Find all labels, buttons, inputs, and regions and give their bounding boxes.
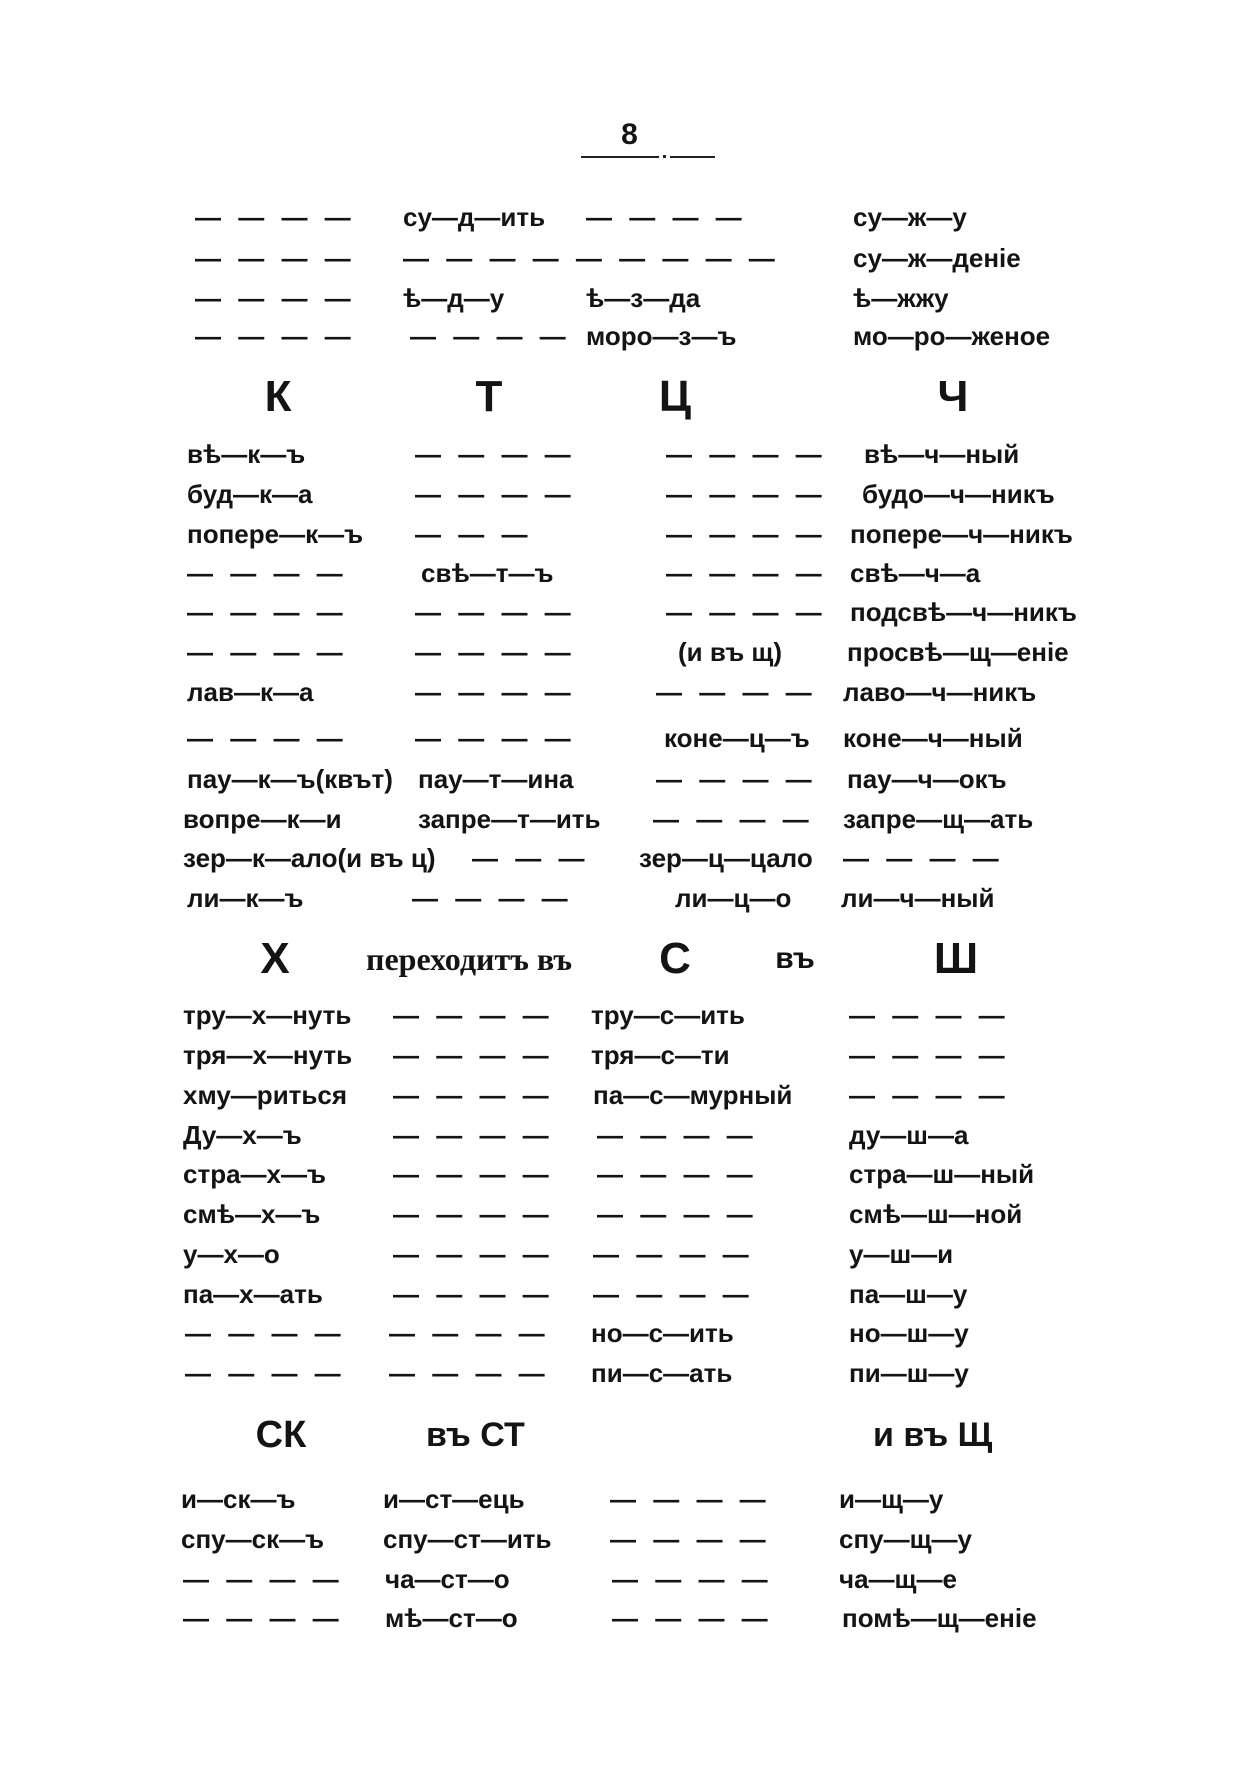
example-word: ду—ш—а — [849, 1120, 969, 1150]
table-row — [0, 1358, 1259, 1388]
table-row — [0, 764, 1259, 794]
example-word: коне—ч—ный — [843, 723, 1023, 753]
blank-placeholder: — — — — — [187, 597, 348, 627]
heading-letter: Ш — [933, 934, 979, 983]
table-row — [0, 1120, 1259, 1150]
blank-placeholder: — — — — — [849, 1040, 1010, 1070]
page-number-rule-dot — [663, 155, 666, 158]
example-word: тря—с—ти — [591, 1040, 730, 1070]
example-word: просвѣ—щ—еніе — [847, 637, 1069, 667]
blank-placeholder: — — — — — [185, 1318, 346, 1348]
example-word: у—х—о — [183, 1239, 280, 1269]
example-word: ѣ—з—да — [586, 283, 701, 313]
example-word: подсвѣ—ч—никъ — [850, 597, 1077, 627]
section-heading — [0, 1411, 1259, 1459]
heading-letter: Ц — [658, 372, 692, 421]
example-word: ли—ц—о — [675, 883, 792, 913]
example-word: пи—ш—у — [849, 1358, 969, 1388]
example-word: спу—щ—у — [839, 1524, 973, 1554]
example-word: но—с—ить — [591, 1318, 734, 1348]
blank-placeholder: — — — — — [666, 439, 827, 469]
blank-placeholder: — — — — — [612, 1564, 773, 1594]
blank-placeholder: — — — — — [187, 558, 348, 588]
example-word: па—х—ать — [183, 1279, 323, 1309]
example-word: свѣ—ч—а — [850, 558, 981, 588]
blank-placeholder: — — — — — [393, 1239, 554, 1269]
blank-placeholder: — — — — — [612, 1603, 773, 1633]
example-word: попере—ч—никъ — [850, 519, 1073, 549]
blank-placeholder: — — — — — [653, 804, 814, 834]
heading-letter: Х — [260, 934, 290, 983]
example-word: ча—ст—о — [385, 1564, 510, 1594]
example-word: ѣ—д—у — [403, 283, 505, 313]
table-row — [0, 1239, 1259, 1269]
example-word: буд—к—а — [187, 479, 313, 509]
blank-placeholder: — — — — — [849, 1000, 1010, 1030]
blank-placeholder: — — — — — [393, 1279, 554, 1309]
example-word: стра—ш—ный — [849, 1159, 1035, 1189]
blank-placeholder: — — — — — [656, 677, 817, 707]
table-row — [0, 597, 1259, 627]
table-row — [0, 1080, 1259, 1110]
blank-placeholder: — — — — — [195, 202, 356, 232]
blank-placeholder: — — — — — [183, 1603, 344, 1633]
example-word: смѣ—ш—ной — [849, 1199, 1023, 1229]
heading-text: въ — [775, 942, 815, 975]
blank-placeholder: — — — — — [393, 1000, 554, 1030]
example-word: лаво—ч—никъ — [843, 677, 1037, 707]
page-number: 8 — [621, 118, 638, 151]
heading-letter: К — [264, 372, 292, 421]
example-word: су—ж—у — [853, 202, 967, 232]
example-word: ѣ—жжу — [853, 283, 949, 313]
table-row — [0, 883, 1259, 913]
heading-text: и въ Щ — [873, 1416, 993, 1454]
example-word: су—ж—деніе — [853, 243, 1021, 273]
table-row — [0, 723, 1259, 753]
example-word: стра—х—ъ — [183, 1159, 326, 1189]
table-row — [0, 1159, 1259, 1189]
table-row — [0, 1603, 1259, 1633]
blank-placeholder: — — — — — [393, 1199, 554, 1229]
blank-placeholder: — — — — — [849, 1080, 1010, 1110]
blank-placeholder: — — — — — [843, 843, 1004, 873]
example-word: свѣ—т—ъ — [421, 558, 554, 588]
table-row — [0, 519, 1259, 549]
table-row — [0, 1524, 1259, 1554]
heading-letter: Ч — [937, 372, 969, 421]
example-word: Ду—х—ъ — [183, 1120, 302, 1150]
table-row — [0, 321, 1259, 351]
blank-placeholder: — — — — [472, 843, 590, 873]
blank-placeholder: — — — — — [610, 1524, 771, 1554]
example-word: помѣ—щ—еніе — [842, 1603, 1037, 1633]
table-row — [0, 1279, 1259, 1309]
example-word: запре—щ—ать — [843, 804, 1034, 834]
example-word: но—ш—у — [849, 1318, 969, 1348]
blank-placeholder: — — — — — [415, 723, 576, 753]
example-word: и—щ—у — [839, 1484, 944, 1514]
table-row — [0, 804, 1259, 834]
blank-placeholder: — — — — — [666, 519, 827, 549]
blank-placeholder: — — — — — [666, 479, 827, 509]
table-row — [0, 637, 1259, 667]
blank-placeholder: — — — — — [183, 1564, 344, 1594]
table-row — [0, 677, 1259, 707]
blank-placeholder: — — — — — [415, 479, 576, 509]
example-word: коне—ц—ъ — [664, 723, 810, 753]
table-row — [0, 202, 1259, 232]
blank-placeholder: — — — — — [393, 1080, 554, 1110]
heading-letter: С — [659, 934, 691, 983]
blank-placeholder: — — — — — [412, 883, 573, 913]
blank-placeholder: — — — — — [393, 1120, 554, 1150]
blank-placeholder: — — — — — [586, 202, 747, 232]
heading-text: въ СТ — [426, 1416, 525, 1454]
heading-letter: СК — [255, 1414, 307, 1456]
blank-placeholder: — — — — — [597, 1120, 758, 1150]
heading-letter: Т — [475, 372, 503, 421]
table-row — [0, 1199, 1259, 1229]
heading-text: переходитъ въ — [366, 941, 572, 977]
blank-placeholder: — — — — — [666, 558, 827, 588]
blank-placeholder: — — — — — [187, 723, 348, 753]
example-word: лав—к—а — [187, 677, 314, 707]
blank-placeholder: — — — — — [597, 1159, 758, 1189]
example-word: мѣ—ст—о — [385, 1603, 518, 1633]
table-row — [0, 558, 1259, 588]
blank-placeholder: — — — — — [195, 283, 356, 313]
section-heading — [0, 373, 1259, 421]
blank-placeholder: — — — — — [195, 321, 356, 351]
blank-placeholder: — — — — — [185, 1358, 346, 1388]
example-word: пау—к—ъ(квът) — [187, 764, 393, 794]
example-word: спу—ст—ить — [383, 1524, 552, 1554]
example-word: зер—ц—цало — [639, 843, 813, 873]
example-word: вопре—к—и — [183, 804, 342, 834]
example-word: пау—т—ина — [418, 764, 574, 794]
blank-placeholder: — — — — — [610, 1484, 771, 1514]
example-word: смѣ—х—ъ — [183, 1199, 321, 1229]
blank-placeholder: — — — — — [656, 764, 817, 794]
section-heading — [0, 935, 1259, 983]
example-word: хму—риться — [183, 1080, 348, 1110]
blank-placeholder: — — — — — [415, 439, 576, 469]
table-row — [0, 1000, 1259, 1030]
blank-placeholder: — — — — — [389, 1318, 550, 1348]
blank-placeholder: — — — — [415, 519, 533, 549]
example-word: и—ск—ъ — [181, 1484, 296, 1514]
example-word: су—д—ить — [403, 202, 546, 232]
table-row — [0, 479, 1259, 509]
example-word: моро—з—ъ — [586, 321, 737, 351]
page-number-rule — [670, 156, 715, 158]
table-row — [0, 283, 1259, 313]
blank-placeholder: — — — — — [415, 597, 576, 627]
example-word: спу—ск—ъ — [181, 1524, 325, 1554]
blank-placeholder: — — — — — [593, 1279, 754, 1309]
table-row — [0, 1484, 1259, 1514]
table-row — [0, 1564, 1259, 1594]
example-word: зер—к—ало(и въ ц) — [183, 843, 436, 873]
blank-placeholder: — — — — — [666, 597, 827, 627]
example-word: вѣ—к—ъ — [187, 439, 306, 469]
blank-placeholder: — — — — — [393, 1159, 554, 1189]
table-row — [0, 1318, 1259, 1348]
blank-placeholder: — — — — — [415, 637, 576, 667]
table-row — [0, 843, 1259, 873]
example-word: запре—т—ить — [418, 804, 601, 834]
example-word: и—ст—ець — [383, 1484, 525, 1514]
example-word: пи—с—ать — [591, 1358, 733, 1388]
table-row — [0, 439, 1259, 469]
blank-placeholder: — — — — — [195, 243, 356, 273]
table-row — [0, 1040, 1259, 1070]
example-word: будо—ч—никъ — [862, 479, 1055, 509]
example-word: ли—ч—ный — [841, 883, 995, 913]
table-row — [0, 243, 1259, 273]
example-word: пау—ч—окъ — [847, 764, 1007, 794]
example-word: вѣ—ч—ный — [864, 439, 1020, 469]
blank-placeholder: — — — — — [597, 1199, 758, 1229]
example-word: ли—к—ъ — [187, 883, 304, 913]
blank-placeholder: — — — — — — — — — — [403, 243, 780, 273]
blank-placeholder: — — — — — [393, 1040, 554, 1070]
example-word: мо—ро—женое — [853, 321, 1051, 351]
blank-placeholder: — — — — — [415, 677, 576, 707]
example-word: попере—к—ъ — [187, 519, 364, 549]
note-text: (и въ щ) — [678, 637, 782, 667]
example-word: па—ш—у — [849, 1279, 968, 1309]
example-word: у—ш—и — [849, 1239, 954, 1269]
example-word: тру—х—нуть — [183, 1000, 352, 1030]
page-number-rule — [581, 156, 659, 158]
example-word: па—с—мурный — [593, 1080, 793, 1110]
blank-placeholder: — — — — — [389, 1358, 550, 1388]
example-word: тря—х—нуть — [183, 1040, 353, 1070]
example-word: тру—с—ить — [591, 1000, 745, 1030]
example-word: ча—щ—е — [839, 1564, 957, 1594]
blank-placeholder: — — — — — [593, 1239, 754, 1269]
blank-placeholder: — — — — — [410, 321, 571, 351]
blank-placeholder: — — — — — [187, 637, 348, 667]
